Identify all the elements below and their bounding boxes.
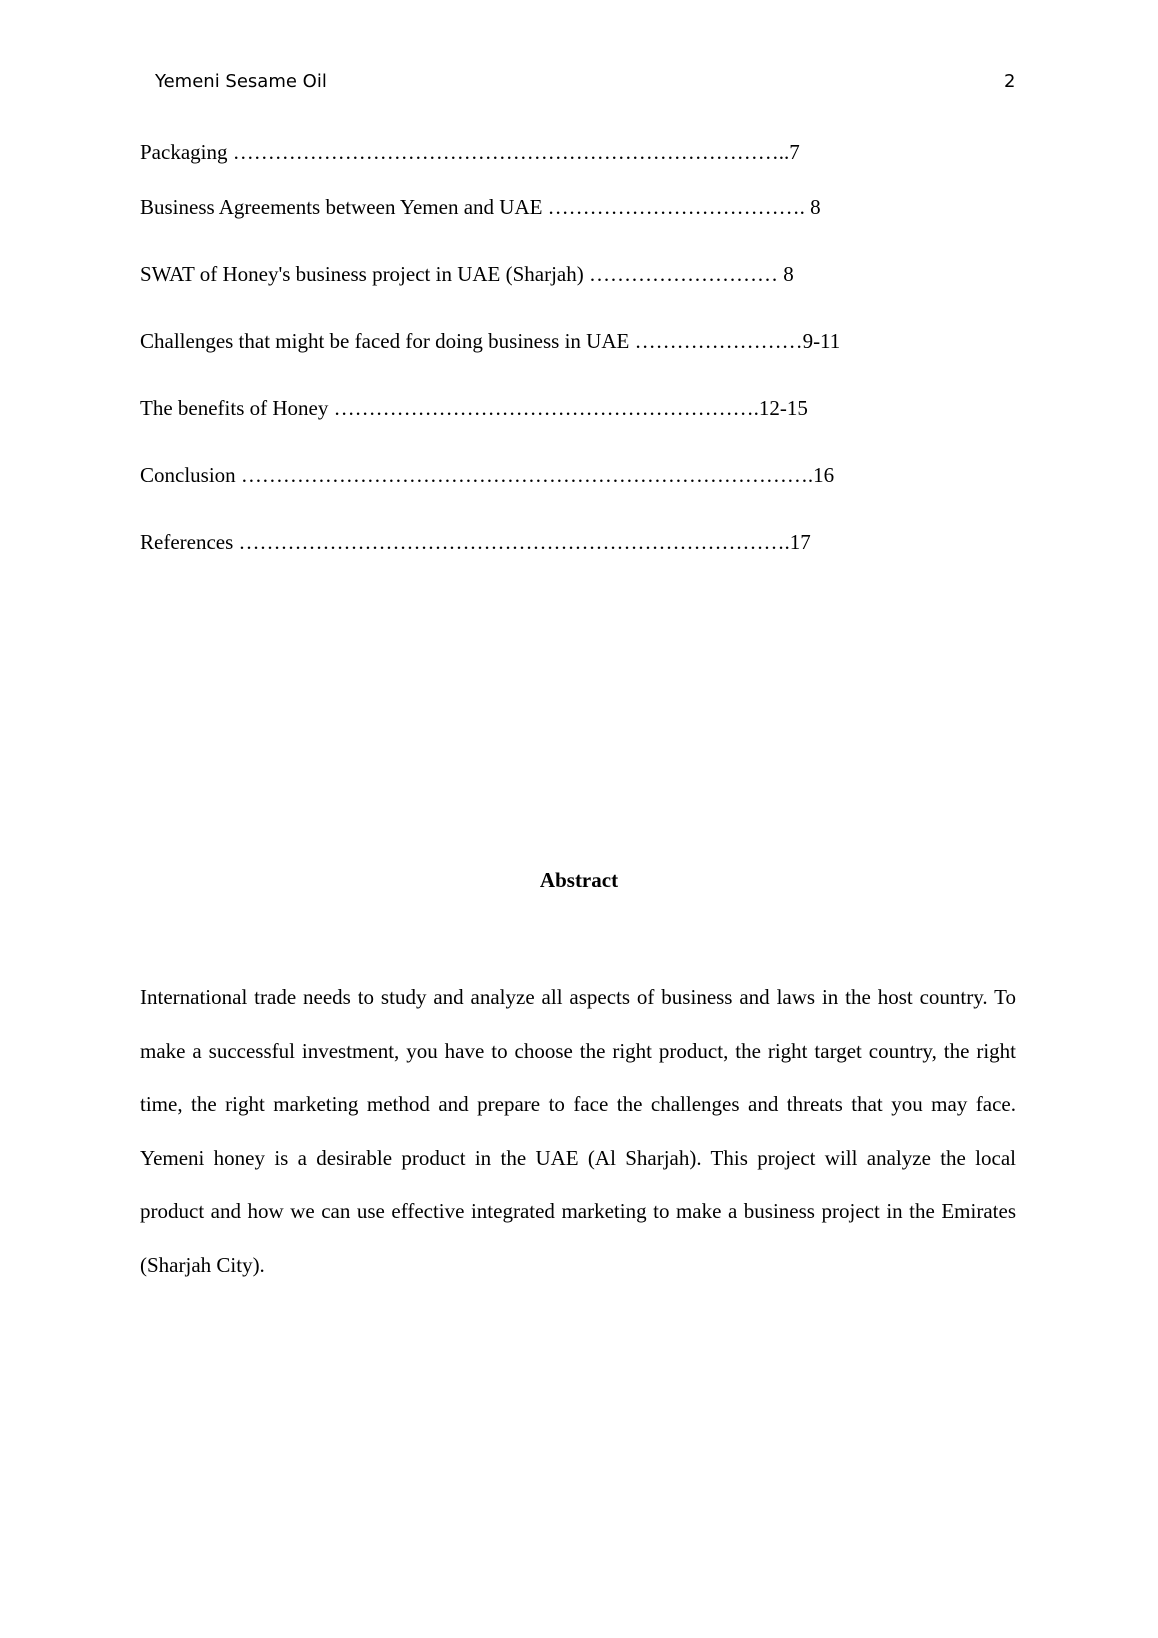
- running-head: Yemeni Sesame Oil: [155, 71, 327, 92]
- toc-entry-references: References …………………………………………………………………….17: [140, 530, 811, 554]
- abstract-heading: Abstract: [539, 868, 619, 892]
- page-number: 2: [1004, 71, 1016, 92]
- toc-entry-conclusion: Conclusion ……………………………………………………………………….16: [140, 463, 835, 487]
- abstract-body: International trade needs to study and analyze all aspects of business and laws in the host country. To make a successful investment, you have to choose the right product, the right target country, the right time, the right marketing method and prepare to face the challenges and threats that you may face. Yemeni honey is a desirable product in the UAE (Al Sharjah). This project will analyze the local product and how we can use effective integrated marketing to make a business project in the Emirates (Sharjah City).: [140, 985, 1016, 1277]
- toc-entry-swat: SWAT of Honey's business project in UAE (Sharjah) ……………………… 8: [140, 262, 794, 286]
- toc-entry-packaging: Packaging ……………………………………………………………………..7: [140, 140, 800, 164]
- toc-entry-benefits: The benefits of Honey …………………………………………………….12-15: [140, 396, 808, 420]
- toc-entry-challenges: Challenges that might be faced for doing business in UAE ……………………9-11: [140, 329, 841, 353]
- toc-entry-business-agreements: Business Agreements between Yemen and UAE ………………………………. 8: [140, 195, 821, 219]
